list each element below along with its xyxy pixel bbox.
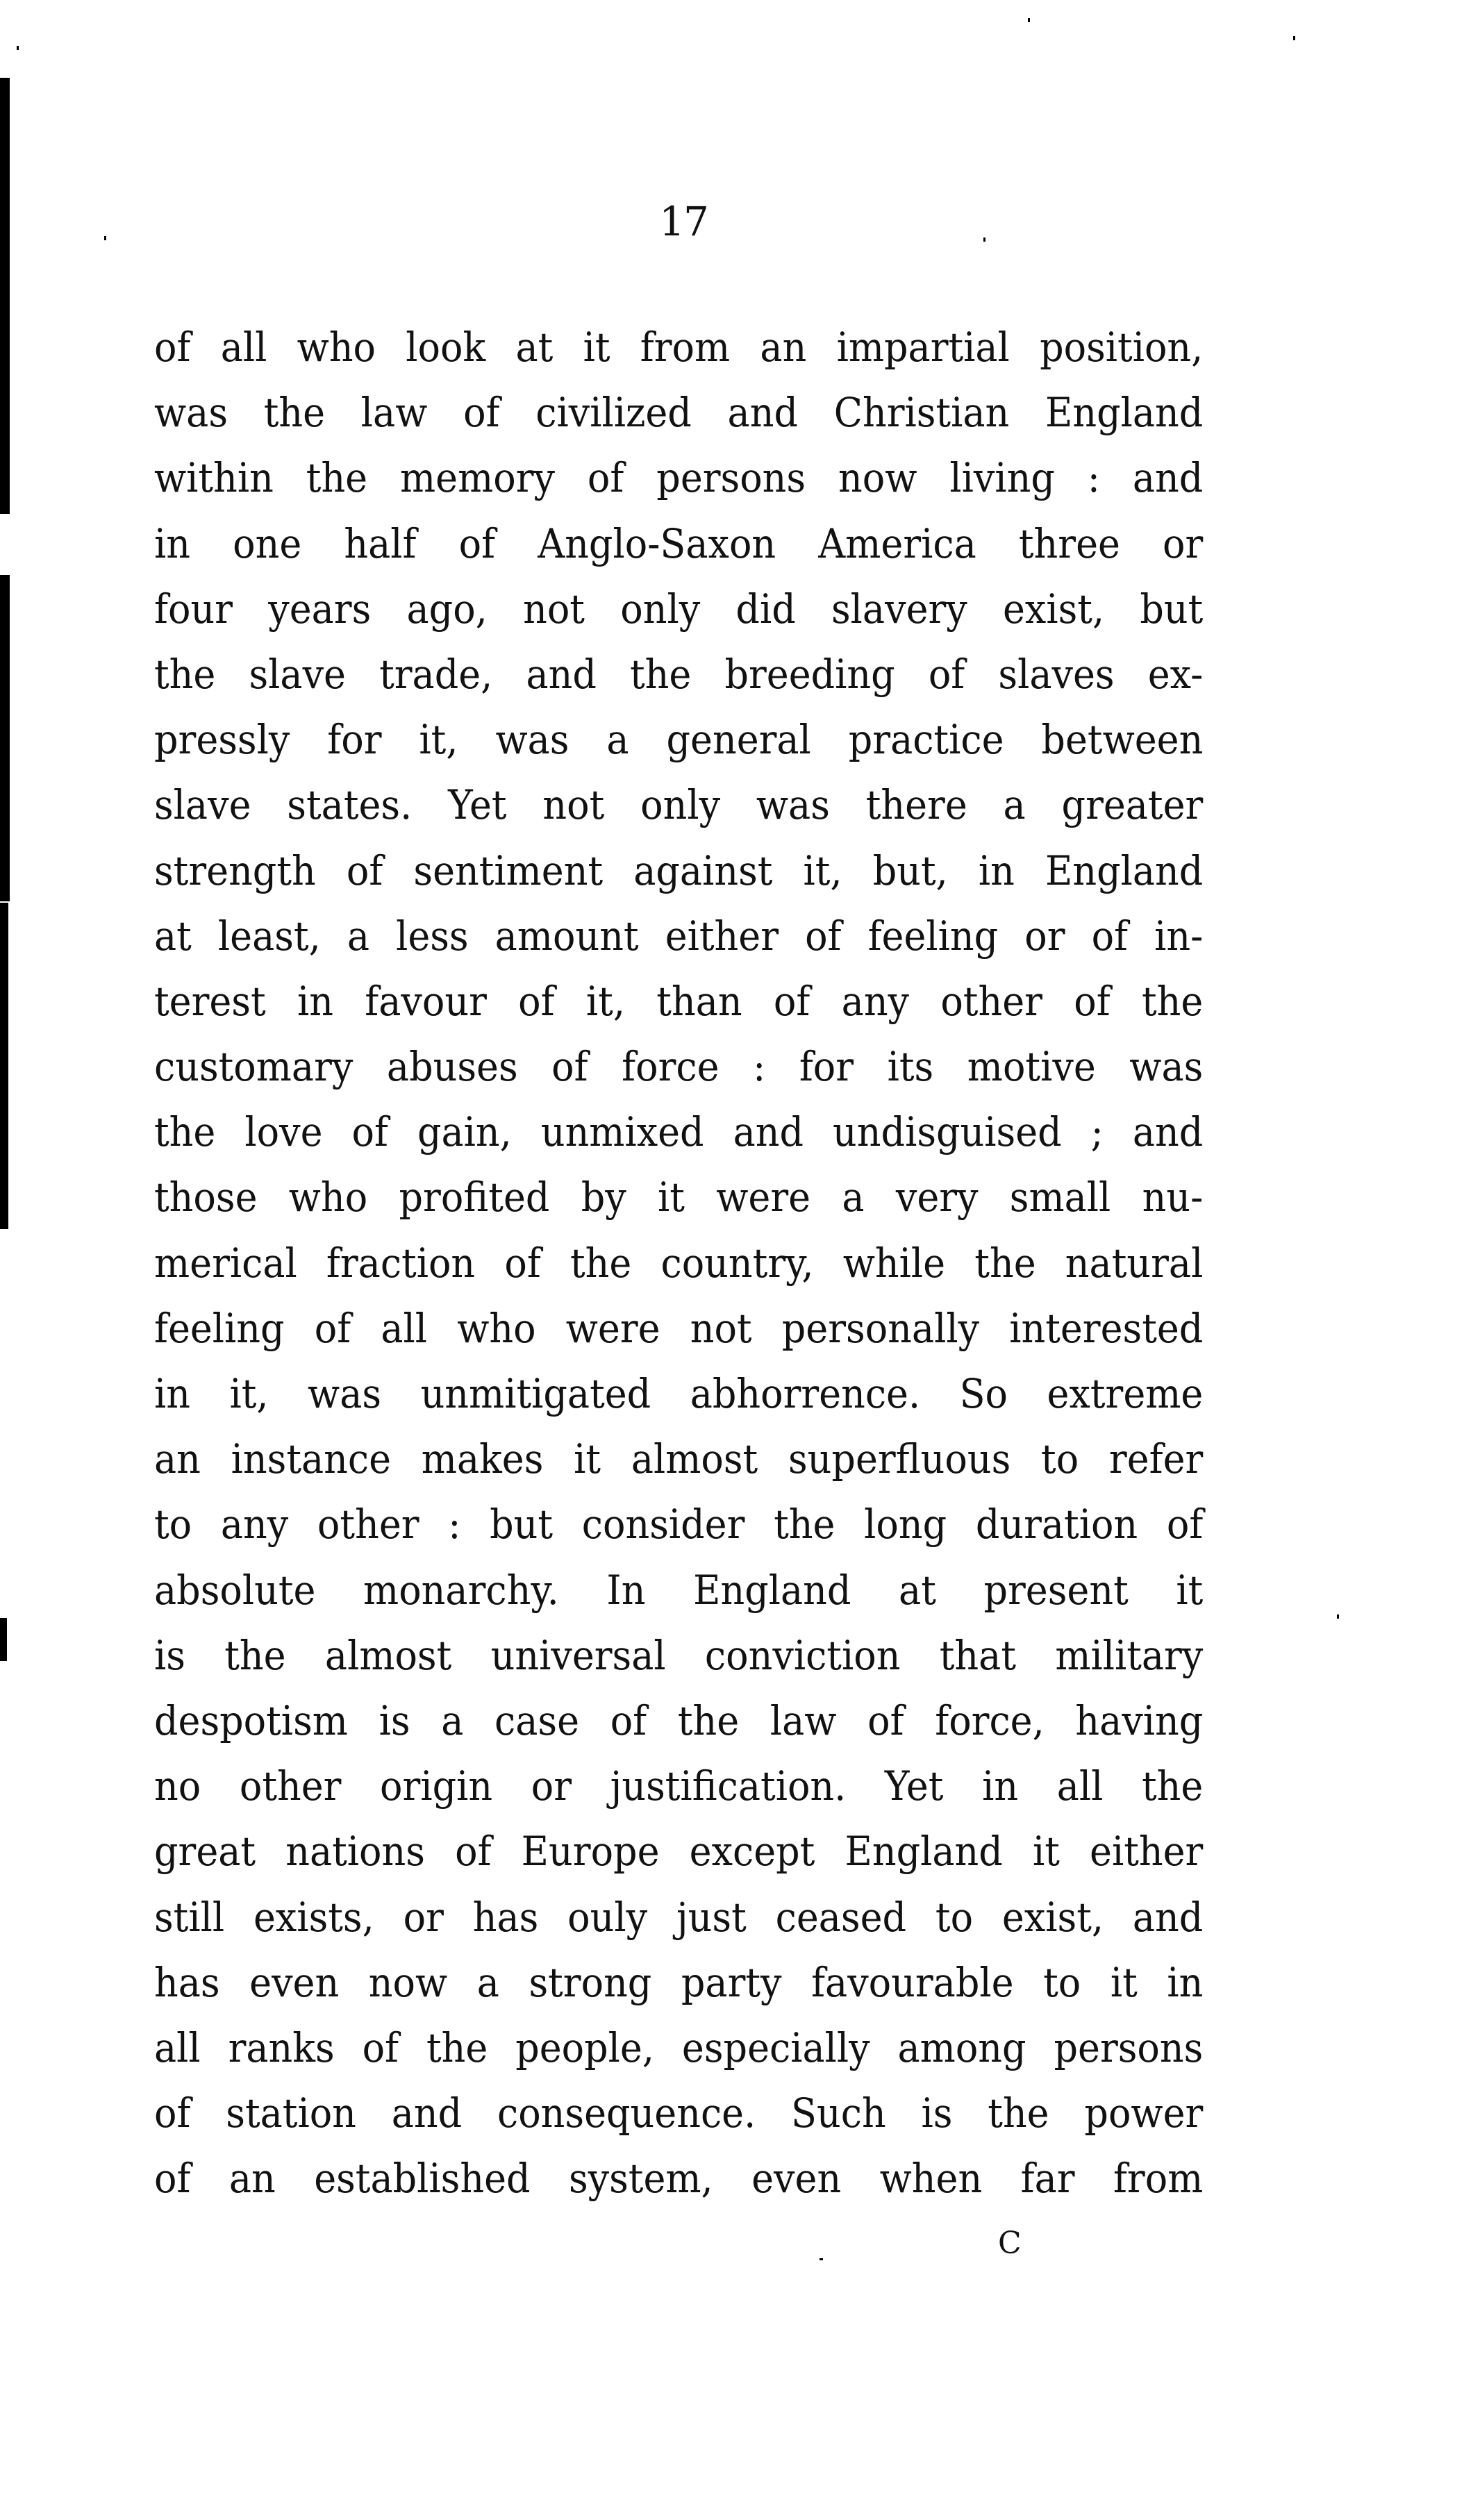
- scan-binding-edge: [0, 903, 8, 1229]
- signature-mark: C: [998, 2226, 1022, 2261]
- text-line: terest in favour of it, than of any other of the: [154, 977, 1204, 1025]
- text-line: feeling of all who were not personally interested: [154, 1304, 1204, 1352]
- text-line: four years ago, not only did slavery exist, but: [154, 585, 1204, 633]
- scan-binding-edge: [0, 575, 10, 901]
- text-line: in one half of Anglo-Saxon America three or: [154, 519, 1204, 567]
- text-line: merical fraction of the country, while the natural: [154, 1239, 1204, 1287]
- scan-speck: [1293, 36, 1295, 40]
- text-line: those who profited by it were a very small nu-: [154, 1174, 1204, 1221]
- scan-binding-edge: [0, 1618, 7, 1661]
- page-number: 17: [659, 198, 708, 245]
- text-line: despotism is a case of the law of force, having: [154, 1696, 1204, 1744]
- text-line: was the law of civilized and Christian England: [154, 389, 1204, 437]
- scan-speck: [820, 2258, 823, 2260]
- text-line: great nations of Europe except England it either: [154, 1828, 1204, 1876]
- text-line: strength of sentiment against it, but, in England: [154, 846, 1204, 894]
- text-line: at least, a less amount either of feeling or of in-: [154, 912, 1204, 960]
- text-line: the slave trade, and the breeding of slaves ex-: [154, 650, 1204, 698]
- text-line: pressly for it, was a general practice between: [154, 716, 1204, 764]
- text-line: slave states. Yet not only was there a greater: [154, 781, 1204, 829]
- text-line: still exists, or has ouly just ceased to exist, and: [154, 1893, 1204, 1941]
- scan-speck: [1028, 18, 1030, 22]
- text-line: the love of gain, unmixed and undisguised ; and: [154, 1108, 1204, 1156]
- text-line: no other origin or justification. Yet in all the: [154, 1762, 1204, 1810]
- text-line: in it, was unmitigated abhorrence. So extreme: [154, 1370, 1204, 1417]
- text-line: of all who look at it from an impartial position,: [154, 324, 1204, 371]
- text-line: of an established system, even when far from: [154, 2155, 1204, 2203]
- text-line: is the almost universal conviction that military: [154, 1631, 1204, 1679]
- scan-binding-edge: [0, 78, 10, 514]
- text-line: of station and consequence. Such is the power: [154, 2089, 1204, 2137]
- text-line: all ranks of the people, especially among persons: [154, 2023, 1204, 2071]
- scan-speck: [1337, 1614, 1339, 1619]
- text-line: has even now a strong party favourable to it in: [154, 1958, 1204, 2006]
- body-text: [154, 315, 1203, 2211]
- scan-speck: [17, 46, 19, 50]
- text-line: within the memory of persons now living : and: [154, 454, 1204, 502]
- text-line: customary abuses of force : for its motive was: [154, 1043, 1204, 1091]
- text-line: absolute monarchy. In England at present it: [154, 1566, 1204, 1614]
- text-line: to any other : but consider the long duration of: [154, 1501, 1204, 1549]
- text-line: an instance makes it almost superfluous to refer: [154, 1435, 1204, 1483]
